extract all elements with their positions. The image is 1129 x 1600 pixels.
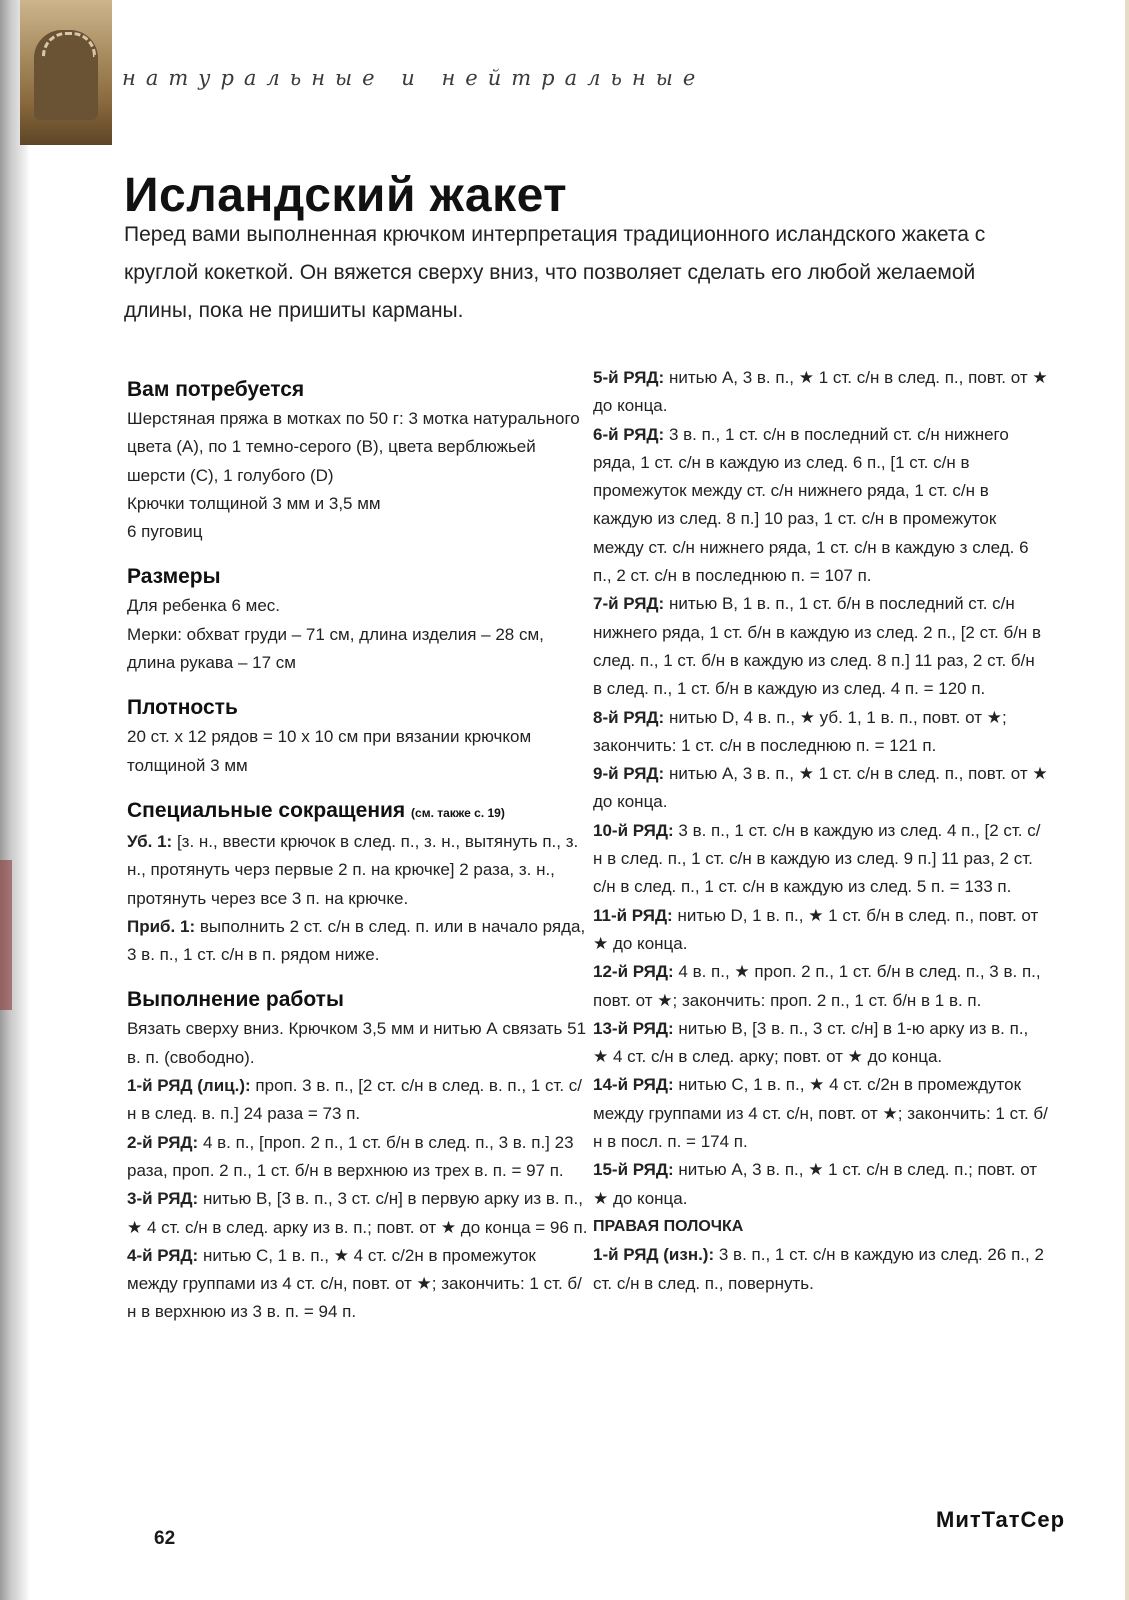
intro-paragraph: Перед вами выполненная крючком интерпретация традиционного исландского жакета с круглой кокеткой. Он вяжется сверху вниз, что позволяет сделать его любой желаемой длины, пока не пришиты карманы. [124, 223, 986, 322]
row-instruction [593, 958, 1048, 1015]
row-instruction [593, 590, 1048, 703]
row-text: нитью D, 4 в. п., ★ уб. 1, 1 в. п., повт. от ★; закончить: 1 ст. с/н в последнюю п. = 121 п. [593, 707, 1007, 755]
abbrev-text: [з. н., ввести крючок в след. п., з. н., вытянуть п., з. н., протянуть черз первые 2 п. на крючке] 2 раза, з. н., протянуть через все 3 п. на крючке. [127, 831, 579, 908]
sizes-heading: Размеры [127, 565, 221, 589]
row-label: 13-й РЯД: [593, 1018, 674, 1038]
sizes-line: Мерки: обхват груди – 71 см, длина изделия – 28 см, длина рукава – 17 см [127, 624, 544, 673]
row-label: 4-й РЯД: [127, 1245, 199, 1265]
work-intro: Вязать сверху вниз. Крючком 3,5 мм и нитью А связать 51 в. п. (свободно). [127, 1019, 587, 1067]
sizes-line: Для ребенка 6 мес. [127, 596, 280, 616]
book-binding-shadow [0, 0, 30, 1600]
abbrev-label: Уб. 1: [127, 831, 173, 851]
page-title: Исландский жакет [124, 169, 568, 222]
row-text: 3 в. п., 1 ст. с/н в каждую из след. 4 п., [2 ст. с/н в след. п., 1 ст. с/н в каждую из след. 9 п.] 11 раз, 2 ст. с/н в след. п., 1 ст. с/н в каждую из след. 5 п. = 133 п. [593, 820, 1041, 897]
left-column [127, 375, 589, 1327]
row-label: 12-й РЯД: [593, 962, 674, 982]
row-instruction [593, 421, 1048, 591]
row-instruction [593, 760, 1048, 817]
abbrev-page-ref: (см. также с. 19) [411, 805, 505, 820]
row-label: 10-й РЯД: [593, 820, 674, 840]
abbrev-heading-text: Специальные сокращения [127, 798, 406, 822]
row-instruction [127, 1072, 589, 1129]
binding-edge-strip [0, 860, 12, 1010]
row-text: нитью А, 3 в. п., ★ 1 ст. с/н в след. п., повт. от ★ до конца. [593, 368, 1048, 416]
row-instruction [593, 1241, 1048, 1298]
row-label: 14-й РЯД: [593, 1075, 674, 1095]
row-instruction [593, 704, 1048, 761]
row-text: нитью А, 3 в. п., ★ 1 ст. с/н в след. п.; повт. от ★ до конца. [593, 1160, 1038, 1208]
row-label: 6-й РЯД: [593, 424, 665, 444]
materials-line: 6 пуговиц [127, 522, 203, 542]
row-text: нитью В, [3 в. п., 3 ст. с/н] в первую арку из в. п., ★ 4 ст. с/н в след. арку из в. п.; повт. от ★ до конца = 96 п. [127, 1189, 588, 1237]
row-text: нитью А, 3 в. п., ★ 1 ст. с/н в след. п., повт. от ★ до конца. [593, 764, 1048, 812]
row-label: 2-й РЯД: [127, 1132, 199, 1152]
row-text: нитью С, 1 в. п., ★ 4 ст. с/2н в промеждуток между группами из 4 ст. с/н, повт. от ★; закончить: 1 ст. б/н в посл. п. = 174 п. [593, 1075, 1048, 1152]
row-text: 3 в. п., 1 ст. с/н в последний ст. с/н нижнего ряда, 1 ст. с/н в каждую из след. 6 п., [1 ст. с/н в промежуток между ст. с/н нижнего ряда, 1 ст. с/н в каждую из след. 8 п.] 10 раз, 1 ст. с/н в промежуток между ст. с/н нижнего ряда, 1 ст. с/н в каждую з след. 6 п., 2 ст. с/н в последнюю п. = 107 п. [593, 424, 1029, 586]
abbrev-item [127, 828, 589, 913]
row-label: 15-й РЯД: [593, 1160, 674, 1180]
row-label: 9-й РЯД: [593, 764, 665, 784]
row-label: 5-й РЯД: [593, 368, 665, 387]
row-text: нитью В, [3 в. п., 3 ст. с/н] в 1-ю арку из в. п., ★ 4 ст. с/н в след. арку; повт. от ★ до конца. [593, 1018, 1029, 1067]
right-front-heading: ПРАВАЯ ПОЛОЧКА [593, 1217, 744, 1235]
work-heading: Выполнение работы [127, 988, 344, 1012]
materials-line: Шерстяная пряжа в мотках по 50 г: 3 мотка натурального цвета (A), по 1 темно-серого (B), цвета верблюжьей шерсти (C), 1 голубого (D) [127, 409, 580, 485]
row-label: 8-й РЯД: [593, 707, 665, 727]
row-label: 1-й РЯД (изн.): [593, 1245, 715, 1265]
row-instruction [127, 1242, 589, 1327]
right-column [593, 364, 1048, 1298]
row-text: 4 в. п., [проп. 2 п., 1 ст. б/н в след. п., 3 в. п.] 23 раза, проп. 2 п., 1 ст. б/н в верхнюю из трех в. п. = 97 п. [127, 1132, 574, 1180]
abbrev-label: Приб. 1: [127, 916, 196, 936]
abbrev-heading [127, 796, 589, 828]
row-instruction [127, 1129, 589, 1186]
row-instruction [593, 817, 1048, 902]
materials-heading: Вам потребуется [127, 378, 305, 401]
row-text: нитью С, 1 в. п., ★ 4 ст. с/2н в промежуток между группами из 4 ст. с/н, повт. от ★; закончить: 1 ст. б/н в верхнюю из 3 в. п. = 94 п. [127, 1245, 582, 1322]
materials-line: Крючки толщиной 3 мм и 3,5 мм [127, 493, 381, 513]
section-header: натуральные и нейтральные [122, 66, 706, 90]
row-label: 7-й РЯД: [593, 594, 665, 614]
abbrev-text: выполнить 2 ст. с/н в след. п. или в начало ряда, 3 в. п., 1 ст. с/н в п. рядом ниже. [127, 916, 586, 965]
row-instruction [593, 364, 1048, 421]
row-text: нитью D, 1 в. п., ★ 1 ст. б/н в след. п., повт. от ★ до конца. [593, 905, 1039, 953]
row-text: 4 в. п., ★ проп. 2 п., 1 ст. б/н в след. п., 3 в. п., повт. от ★; закончить: проп. 2 п., 1 ст. б/н в 1 в. п. [593, 962, 1041, 1010]
abbrev-item [127, 913, 589, 970]
row-label: 3-й РЯД: [127, 1189, 199, 1209]
row-instruction [593, 1015, 1048, 1072]
watermark-brand: МитТатСер [936, 1507, 1066, 1532]
row-instruction [127, 1185, 589, 1242]
row-instruction [593, 1071, 1048, 1156]
page-number: 62 [154, 1528, 176, 1549]
row-text: 3 в. п., 1 ст. с/н в каждую из след. 26 п., 2 ст. с/н в след. п., повернуть. [593, 1245, 1044, 1293]
row-text: проп. 3 в. п., [2 ст. с/н в след. в. п., 1 ст. с/н в след. в. п.] 24 раза = 73 п. [127, 1076, 583, 1124]
row-text: нитью В, 1 в. п., 1 ст. б/н в последний ст. с/н нижнего ряда, 1 ст. б/н в каждую из след. 2 п., [2 ст. б/н в след. п., 1 ст. б/н в каждую из след. 8 п.] 11 раз, 2 ст. б/н в след. п., 1 ст. б/н в каждую из след. 4 п. = 120 п. [593, 594, 1042, 699]
gauge-heading: Плотность [127, 696, 238, 720]
sweater-thumbnail-image [20, 0, 112, 145]
row-label: 1-й РЯД (лиц.): [127, 1076, 251, 1096]
row-label: 11-й РЯД: [593, 905, 673, 925]
row-instruction [593, 902, 1048, 959]
gauge-text: 20 ст. х 12 рядов = 10 х 10 см при вязании крючком толщиной 3 мм [127, 727, 532, 775]
row-instruction [593, 1156, 1048, 1213]
page-edge [1125, 0, 1129, 1600]
